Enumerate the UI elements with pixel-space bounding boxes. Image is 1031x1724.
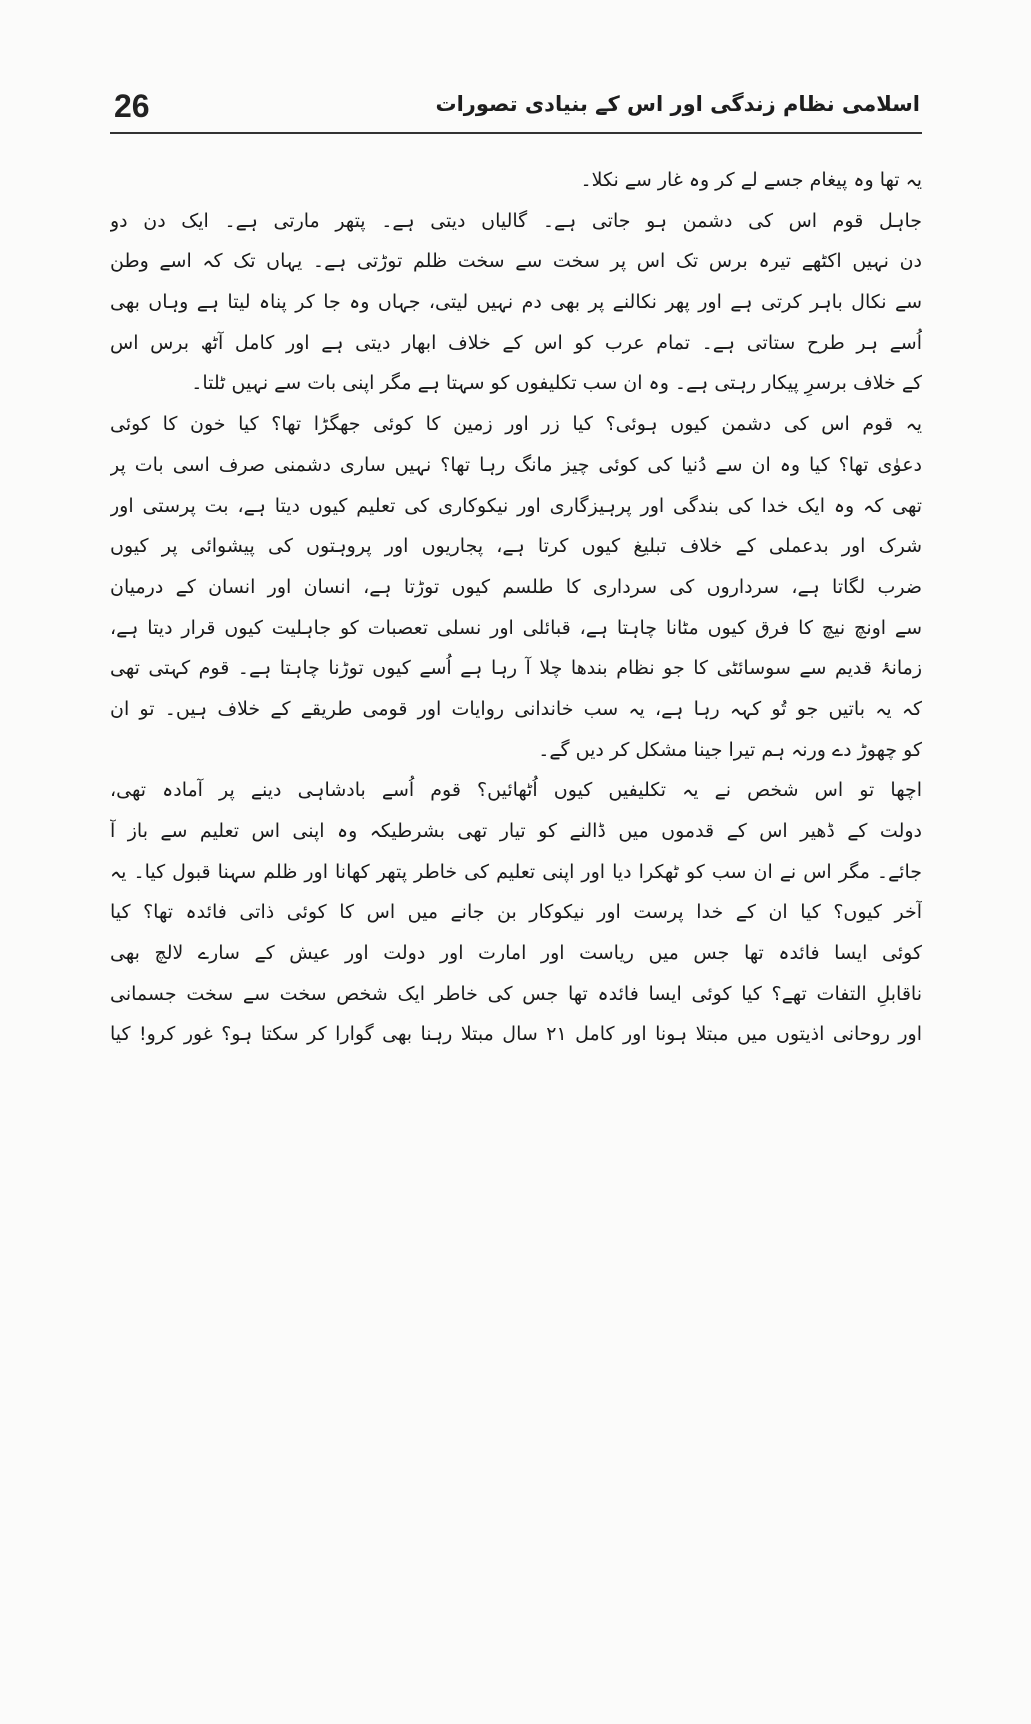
page-number: 26 bbox=[114, 88, 150, 124]
page-header bbox=[110, 88, 920, 132]
header-rule bbox=[110, 132, 922, 134]
text-line: یہ قوم اس کی دشمن کیوں ہوئی؟ کیا زر اور زمین کا کوئی جھگڑا تھا؟ کیا خون کا کوئی bbox=[110, 413, 922, 436]
text-line: آخر کیوں؟ کیا ان کے خدا پرست اور نیکوکار بن جانے میں اس کا کوئی ذاتی فائدہ تھا؟ کیا bbox=[110, 901, 922, 924]
text-line: اُسے ہر طرح ستاتی ہے۔ تمام عرب کو اس کے خلاف ابھار دیتی ہے اور کامل آٹھ برس اس bbox=[110, 331, 922, 354]
body-text bbox=[110, 160, 922, 1055]
text-line: سے نکال باہر کرتی ہے اور پھر نکالنے پر بھی دم نہیں لیتی، جہاں وہ جا کر پناہ لیتا ہے وہاں بھی bbox=[110, 291, 922, 314]
text-line: جاہل قوم اس کی دشمن ہو جاتی ہے۔ گالیاں دیتی ہے۔ پتھر مارتی ہے۔ ایک دن دو bbox=[110, 209, 922, 232]
text-line: سے اونچ نیچ کا فرق کیوں مٹانا چاہتا ہے، قبائلی اور نسلی تعصبات کو جاہلیت کیوں قرار دیتا ہے، bbox=[110, 616, 922, 639]
text-line: دن نہیں اکٹھے تیرہ برس تک اس پر سخت سے سخت ظلم توڑتی ہے۔ یہاں تک کہ اسے وطن bbox=[110, 250, 922, 273]
text-line: کو چھوڑ دے ورنہ ہم تیرا جینا مشکل کر دیں گے۔ bbox=[538, 738, 922, 761]
text-line: شرک اور بدعملی کے خلاف تبلیغ کیوں کرتا ہے، پجاریوں اور پروہتوں کی پیشوائی پر کیوں bbox=[110, 535, 922, 558]
text-line: اور روحانی اذیتوں میں مبتلا ہونا اور کامل ۲۱ سال مبتلا رہنا بھی گوارا کر سکتا ہو؟ غور کرو! کیا bbox=[110, 1023, 922, 1046]
text-line: کے خلاف برسرِ پیکار رہتی ہے۔ وہ ان سب تکلیفوں کو سہتا ہے مگر اپنی بات سے نہیں ٹلتا۔ bbox=[191, 372, 922, 395]
text-line: اچھا تو اس شخص نے یہ تکلیفیں کیوں اُٹھائیں؟ قوم اُسے بادشاہی دینے پر آمادہ تھی، bbox=[110, 779, 922, 802]
text-line: زمانۂ قدیم سے سوسائٹی کا جو نظام بندھا چلا آ رہا ہے اُسے کیوں توڑنا چاہتا ہے۔ قوم کہتی تھی bbox=[110, 657, 922, 680]
text-line: کہ یہ باتیں جو تُو کہہ رہا ہے، یہ سب خاندانی روایات اور قومی طریقے کے خلاف ہیں۔ تو ان bbox=[110, 697, 922, 720]
text-line: دولت کے ڈھیر اس کے قدموں میں ڈالنے کو تیار تھی بشرطیکہ وہ اپنی اس تعلیم سے باز آ bbox=[110, 820, 922, 842]
text-line: جائے۔ مگر اس نے ان سب کو ٹھکرا دیا اور اپنی تعلیم کی خاطر پتھر کھانا اور ظلم سہنا قبول کیا۔ یہ bbox=[110, 860, 922, 883]
running-title: اسلامی نظام زندگی اور اس کے بنیادی تصورات bbox=[435, 92, 920, 116]
text-line: ناقابلِ التفات تھے؟ کیا کوئی ایسا فائدہ تھا جس کی خاطر ایک شخص سخت سے سخت جسمانی bbox=[110, 982, 922, 1005]
text-line: یہ تھا وہ پیغام جسے لے کر وہ غار سے نکلا۔ bbox=[580, 169, 922, 191]
text-line: تھی کہ وہ ایک خدا کی بندگی اور پرہیزگاری اور نیکوکاری کی تعلیم کیوں دیتا ہے، بت پرستی اور bbox=[110, 494, 922, 517]
text-line: ضرب لگاتا ہے، سرداروں کی سرداری کا طلسم کیوں توڑتا ہے، انسان اور انسان کے درمیان bbox=[110, 575, 922, 598]
text-line: دعوٰی تھا؟ کیا وہ ان سے دُنیا کی کوئی چیز مانگ رہا تھا؟ نہیں ساری دشمنی صرف اسی بات پر bbox=[110, 453, 922, 476]
text-line: کوئی ایسا فائدہ تھا جس میں ریاست اور امارت اور دولت اور عیش کے سارے لالچ بھی bbox=[110, 942, 922, 965]
